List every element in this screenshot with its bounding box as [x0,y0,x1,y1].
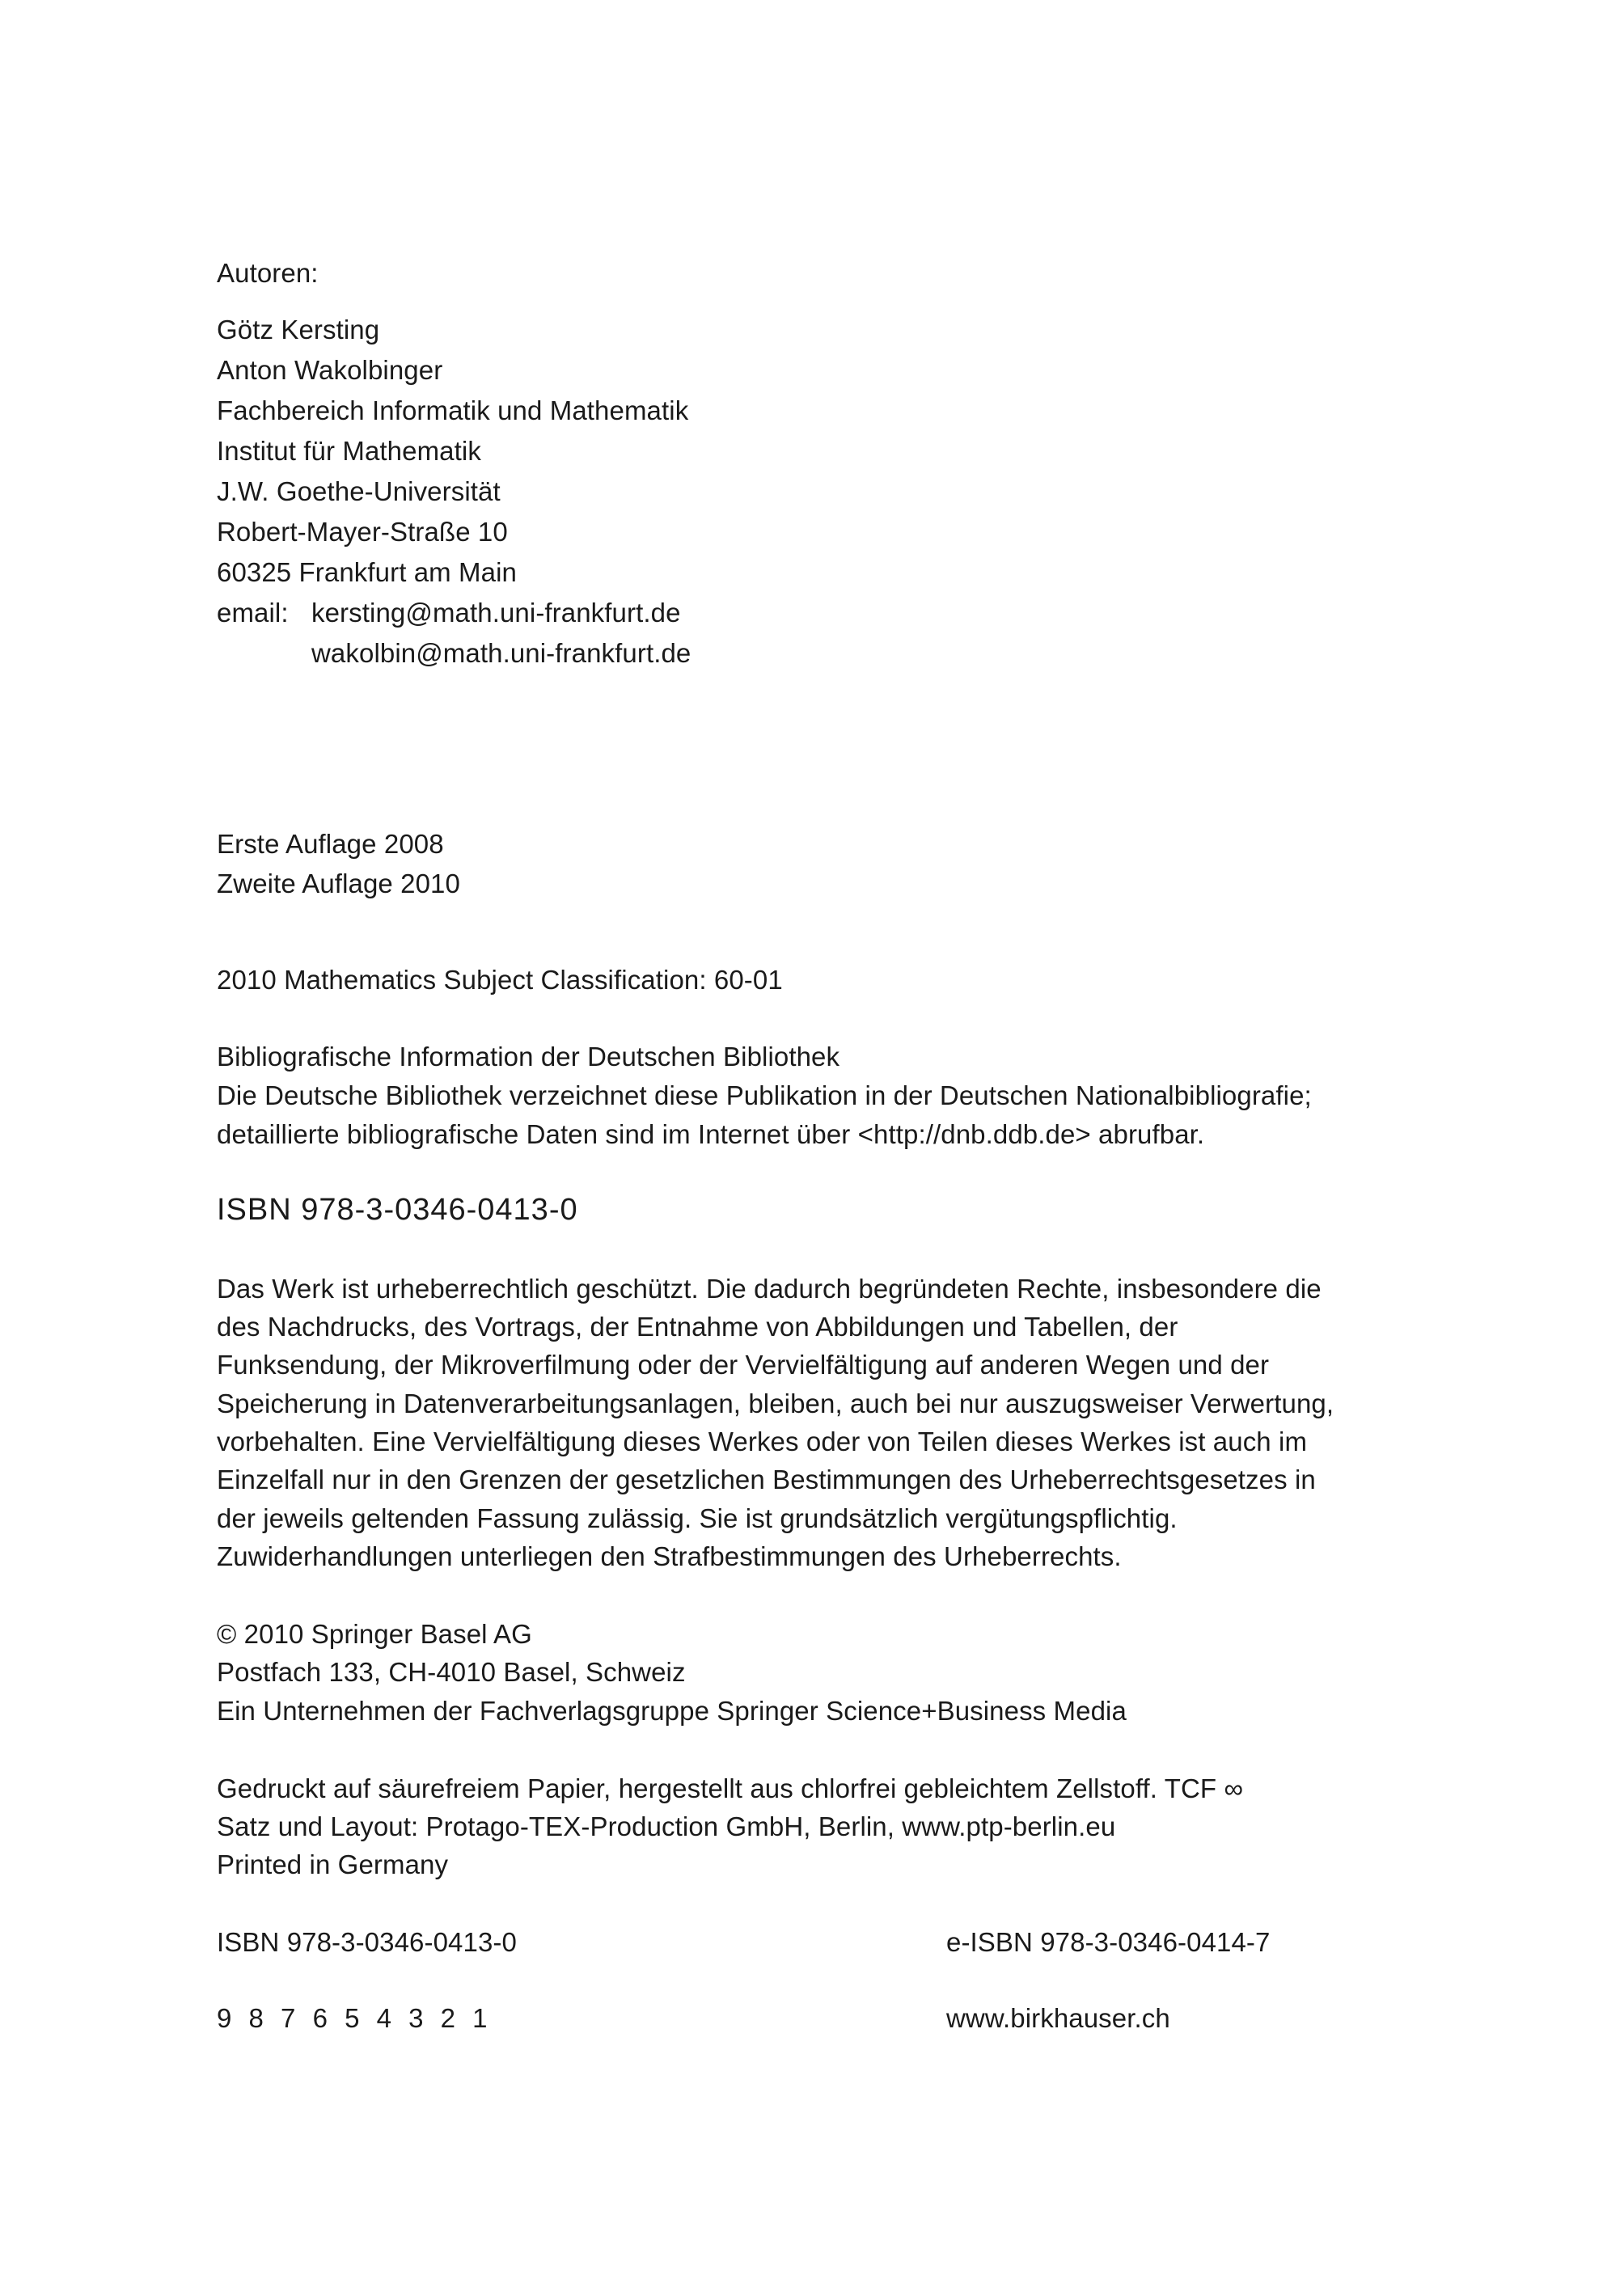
address-line: Anton Wakolbinger [217,355,443,385]
email-link[interactable]: wakolbin@math.uni-frankfurt.de [311,638,691,668]
email-row [217,597,681,629]
address-line: 60325 Frankfurt am Main [217,557,517,587]
isbn-main: ISBN 978-3-0346-0413-0 [217,1193,578,1227]
copyright-line: Das Werk ist urheberrechtlich geschützt. Die dadurch begründeten Rechte, insbesondere die [217,1274,1322,1304]
publisher-line: Ein Unternehmen der Fachverlagsgruppe Springer Science+Business Media [217,1696,1127,1726]
email-link[interactable]: kersting@math.uni-frankfurt.de [311,598,681,628]
authors-heading: Autoren: [217,258,319,288]
copyright-line: Funksendung, der Mikroverfilmung oder der Vervielfältigung auf anderen Wegen und der [217,1350,1270,1380]
address-line: J.W. Goethe-Universität [217,476,501,506]
publisher-website-link[interactable]: www.birkhauser.ch [946,2003,1170,2033]
printing-line: Printed in Germany [217,1849,449,1879]
address-line: Robert-Mayer-Straße 10 [217,517,508,547]
bibliographic-line: Die Deutsche Bibliothek verzeichnet diese Publikation in der Deutschen Nationalbibliografie; [217,1080,1312,1110]
publisher-line: Postfach 133, CH-4010 Basel, Schweiz [217,1657,686,1687]
footer-eisbn: e-ISBN 978-3-0346-0414-7 [946,1927,1271,1957]
bibliographic-line: detaillierte bibliografische Daten sind im Internet über <http://dnb.ddb.de> abrufbar. [217,1119,1205,1149]
print-run-numbers: 9 8 7 6 5 4 3 2 1 [217,2003,493,2033]
edition-line: Zweite Auflage 2010 [217,869,460,898]
address-line: Institut für Mathematik [217,436,481,466]
address-line: Fachbereich Informatik und Mathematik [217,395,689,425]
copyright-line: der jeweils geltenden Fassung zulässig. Sie ist grundsätzlich vergütungspflichtig. [217,1503,1178,1533]
bibliographic-heading: Bibliografische Information der Deutschen Bibliothek [217,1042,840,1072]
copyright-line: Zuwiderhandlungen unterliegen den Strafbestimmungen des Urheberrechts. [217,1541,1122,1571]
msc-classification: 2010 Mathematics Subject Classification: 60-01 [217,965,783,995]
publisher-line: © 2010 Springer Basel AG [217,1619,532,1649]
copyright-line: Einzelfall nur in den Grenzen der gesetzlichen Bestimmungen des Urheberrechtsgesetzes in [217,1465,1316,1494]
footer-isbn: ISBN 978-3-0346-0413-0 [217,1927,517,1957]
printing-line: Gedruckt auf säurefreiem Papier, hergestellt aus chlorfrei gebleichtem Zellstoff. TCF ∞ [217,1773,1244,1803]
copyright-line: des Nachdrucks, des Vortrags, der Entnahme von Abbildungen und Tabellen, der [217,1312,1178,1342]
edition-line: Erste Auflage 2008 [217,829,444,859]
email-label: email: [217,598,289,628]
copyright-line: Speicherung in Datenverarbeitungsanlagen, bleiben, auch bei nur auszugsweiser Verwertung, [217,1389,1334,1418]
copyright-line: vorbehalten. Eine Vervielfältigung dieses Werkes oder von Teilen dieses Werkes ist auch im [217,1427,1308,1456]
address-line: Götz Kersting [217,315,380,344]
printing-line: Satz und Layout: Protago-TEX-Production GmbH, Berlin, www.ptp-berlin.eu [217,1811,1116,1841]
